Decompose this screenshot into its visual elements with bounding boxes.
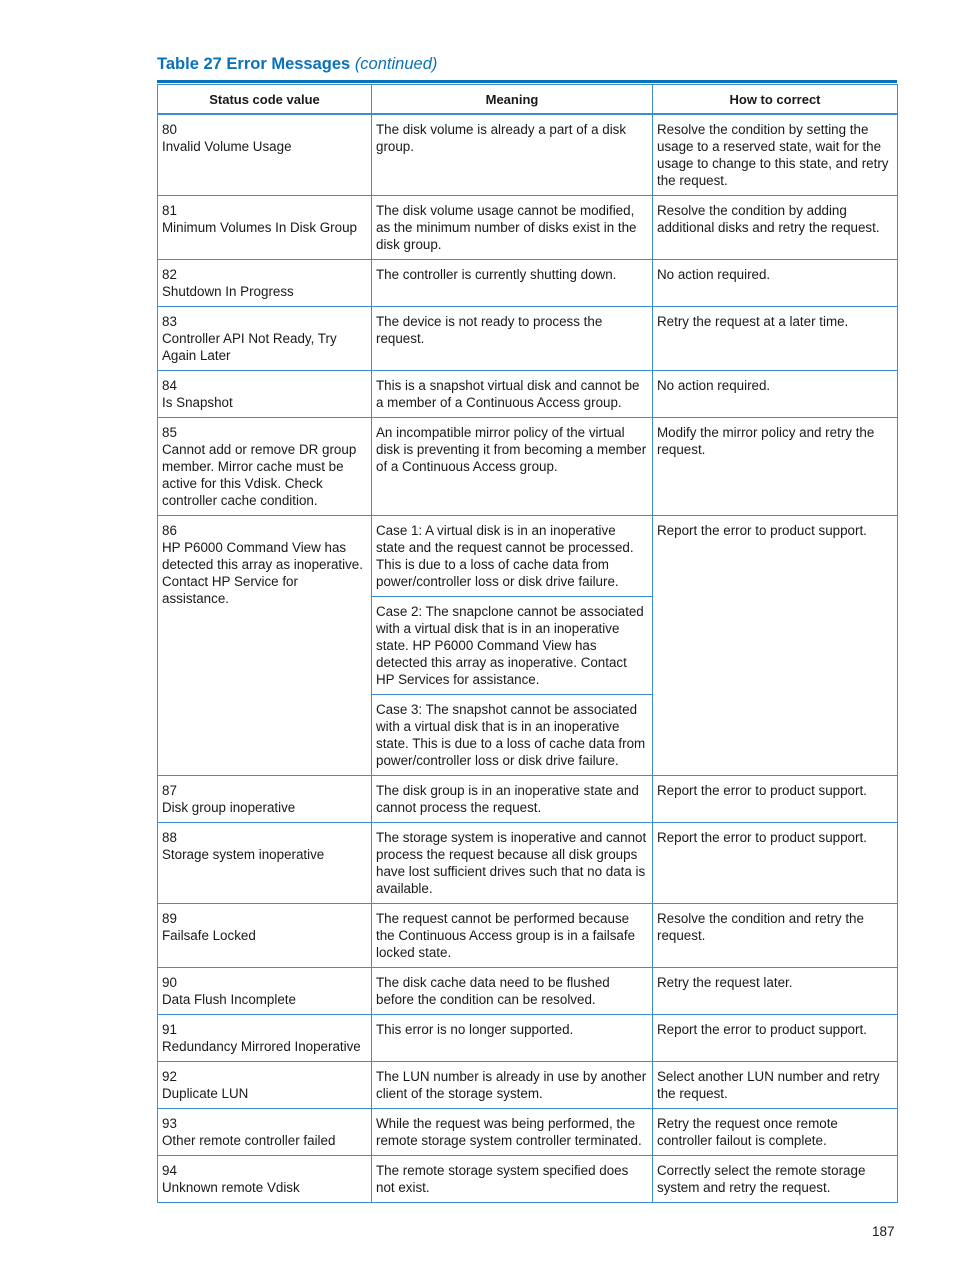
how-to-correct-cell: Modify the mirror policy and retry the request.	[653, 418, 898, 516]
meaning-cell: The device is not ready to process the request.	[372, 307, 653, 371]
status-code-name: Controller API Not Ready, Try Again Later	[162, 331, 337, 363]
status-code-name: Duplicate LUN	[162, 1086, 249, 1101]
status-code-cell	[158, 260, 372, 307]
table-row	[158, 1156, 898, 1203]
header-status-code: Status code value	[158, 85, 372, 115]
status-code-cell	[158, 823, 372, 904]
status-code-number: 83	[162, 314, 177, 329]
status-code-number: 87	[162, 783, 177, 798]
status-code-number: 94	[162, 1163, 177, 1178]
how-to-correct-cell: Report the error to product support.	[653, 823, 898, 904]
status-code-cell	[158, 776, 372, 823]
how-to-correct-cell: Report the error to product support.	[653, 1015, 898, 1062]
meaning-cell: This error is no longer supported.	[372, 1015, 653, 1062]
table-row	[158, 1015, 898, 1062]
table-row	[158, 968, 898, 1015]
status-code-cell	[158, 196, 372, 260]
meaning-cell: The disk cache data need to be flushed before the condition can be resolved.	[372, 968, 653, 1015]
table-row	[158, 516, 898, 597]
status-code-name: Cannot add or remove DR group member. Mirror cache must be active for this Vdisk. Check controller cache condition.	[162, 442, 357, 508]
status-code-name: Other remote controller failed	[162, 1133, 336, 1148]
status-code-name: Invalid Volume Usage	[162, 139, 292, 154]
status-code-number: 93	[162, 1116, 177, 1131]
status-code-name: Redundancy Mirrored Inoperative	[162, 1039, 361, 1054]
status-code-cell	[158, 904, 372, 968]
how-to-correct-cell: No action required.	[653, 260, 898, 307]
meaning-cell: This is a snapshot virtual disk and cannot be a member of a Continuous Access group.	[372, 371, 653, 418]
meaning-cell: Case 1: A virtual disk is in an inoperative state and the request cannot be processed. This is due to a loss of cache data from power/controller loss or disk drive failure.	[372, 516, 653, 597]
status-code-cell	[158, 371, 372, 418]
how-to-correct-cell: Resolve the condition and retry the request.	[653, 904, 898, 968]
status-code-name: Unknown remote Vdisk	[162, 1180, 300, 1195]
how-to-correct-cell: Retry the request later.	[653, 968, 898, 1015]
status-code-name: Failsafe Locked	[162, 928, 256, 943]
status-code-number: 82	[162, 267, 177, 282]
meaning-cell: The disk volume is already a part of a disk group.	[372, 114, 653, 196]
table-row	[158, 1109, 898, 1156]
status-code-number: 92	[162, 1069, 177, 1084]
how-to-correct-cell: Report the error to product support.	[653, 776, 898, 823]
table-row	[158, 418, 898, 516]
status-code-name: Data Flush Incomplete	[162, 992, 296, 1007]
how-to-correct-cell: Resolve the condition by setting the usage to a reserved state, wait for the usage to change to this state, and retry the request.	[653, 114, 898, 196]
status-code-number: 90	[162, 975, 177, 990]
meaning-cell: The controller is currently shutting down.	[372, 260, 653, 307]
status-code-cell	[158, 114, 372, 196]
meaning-cell: The disk group is in an inoperative state and cannot process the request.	[372, 776, 653, 823]
table-title: Table 27 Error Messages	[157, 55, 351, 73]
status-code-cell	[158, 418, 372, 516]
table-header-row	[158, 85, 898, 115]
page-number: 187	[872, 1224, 895, 1239]
how-to-correct-cell: Select another LUN number and retry the request.	[653, 1062, 898, 1109]
status-code-cell	[158, 968, 372, 1015]
status-code-name: Shutdown In Progress	[162, 284, 294, 299]
status-code-name: HP P6000 Command View has detected this array as inoperative. Contact HP Service for assistance.	[162, 540, 363, 606]
meaning-cell: The LUN number is already in use by another client of the storage system.	[372, 1062, 653, 1109]
how-to-correct-cell: Resolve the condition by adding additional disks and retry the request.	[653, 196, 898, 260]
table-continued-label: (continued)	[354, 55, 438, 73]
status-code-cell	[158, 1156, 372, 1203]
meaning-cell: The remote storage system specified does not exist.	[372, 1156, 653, 1203]
meaning-cell: Case 2: The snapclone cannot be associated with a virtual disk that is in an inoperative state. HP P6000 Command View has detected this array as inoperative. Contact HP Services for assistance.	[372, 597, 653, 695]
status-code-cell	[158, 1109, 372, 1156]
table-row	[158, 1062, 898, 1109]
error-messages-table	[157, 84, 898, 1203]
meaning-cell: The storage system is inoperative and cannot process the request because all disk groups have lost sufficient drives such that no data is available.	[372, 823, 653, 904]
meaning-cell: An incompatible mirror policy of the virtual disk is preventing it from becoming a member of a Continuous Access group.	[372, 418, 653, 516]
status-code-cell	[158, 1015, 372, 1062]
how-to-correct-cell: Retry the request at a later time.	[653, 307, 898, 371]
status-code-number: 80	[162, 122, 177, 137]
table-row	[158, 307, 898, 371]
table-row	[158, 260, 898, 307]
table-row	[158, 776, 898, 823]
meaning-cell: The disk volume usage cannot be modified, as the minimum number of disks exist in the disk group.	[372, 196, 653, 260]
status-code-name: Storage system inoperative	[162, 847, 325, 862]
how-to-correct-cell: Retry the request once remote controller failout is complete.	[653, 1109, 898, 1156]
status-code-number: 84	[162, 378, 177, 393]
header-how-to-correct: How to correct	[653, 85, 898, 115]
table-caption	[157, 55, 437, 74]
table-row	[158, 823, 898, 904]
status-code-number: 91	[162, 1022, 177, 1037]
status-code-cell	[158, 1062, 372, 1109]
caption-rule	[157, 80, 897, 83]
status-code-number: 88	[162, 830, 177, 845]
meaning-cell: While the request was being performed, the remote storage system controller terminated.	[372, 1109, 653, 1156]
status-code-number: 81	[162, 203, 177, 218]
status-code-number: 85	[162, 425, 177, 440]
status-code-number: 89	[162, 911, 177, 926]
table-row	[158, 114, 898, 196]
status-code-cell	[158, 516, 372, 776]
status-code-name: Disk group inoperative	[162, 800, 296, 815]
how-to-correct-cell: Correctly select the remote storage system and retry the request.	[653, 1156, 898, 1203]
status-code-name: Minimum Volumes In Disk Group	[162, 220, 357, 235]
how-to-correct-cell: No action required.	[653, 371, 898, 418]
status-code-name: Is Snapshot	[162, 395, 233, 410]
header-meaning: Meaning	[372, 85, 653, 115]
how-to-correct-cell: Report the error to product support.	[653, 516, 898, 776]
table-row	[158, 371, 898, 418]
meaning-cell: The request cannot be performed because the Continuous Access group is in a failsafe locked state.	[372, 904, 653, 968]
status-code-cell	[158, 307, 372, 371]
status-code-number: 86	[162, 523, 177, 538]
table-row	[158, 196, 898, 260]
table-row	[158, 904, 898, 968]
meaning-cell: Case 3: The snapshot cannot be associated with a virtual disk that is in an inoperative state. This is due to a loss of cache data from power/controller loss or disk drive failure.	[372, 695, 653, 776]
